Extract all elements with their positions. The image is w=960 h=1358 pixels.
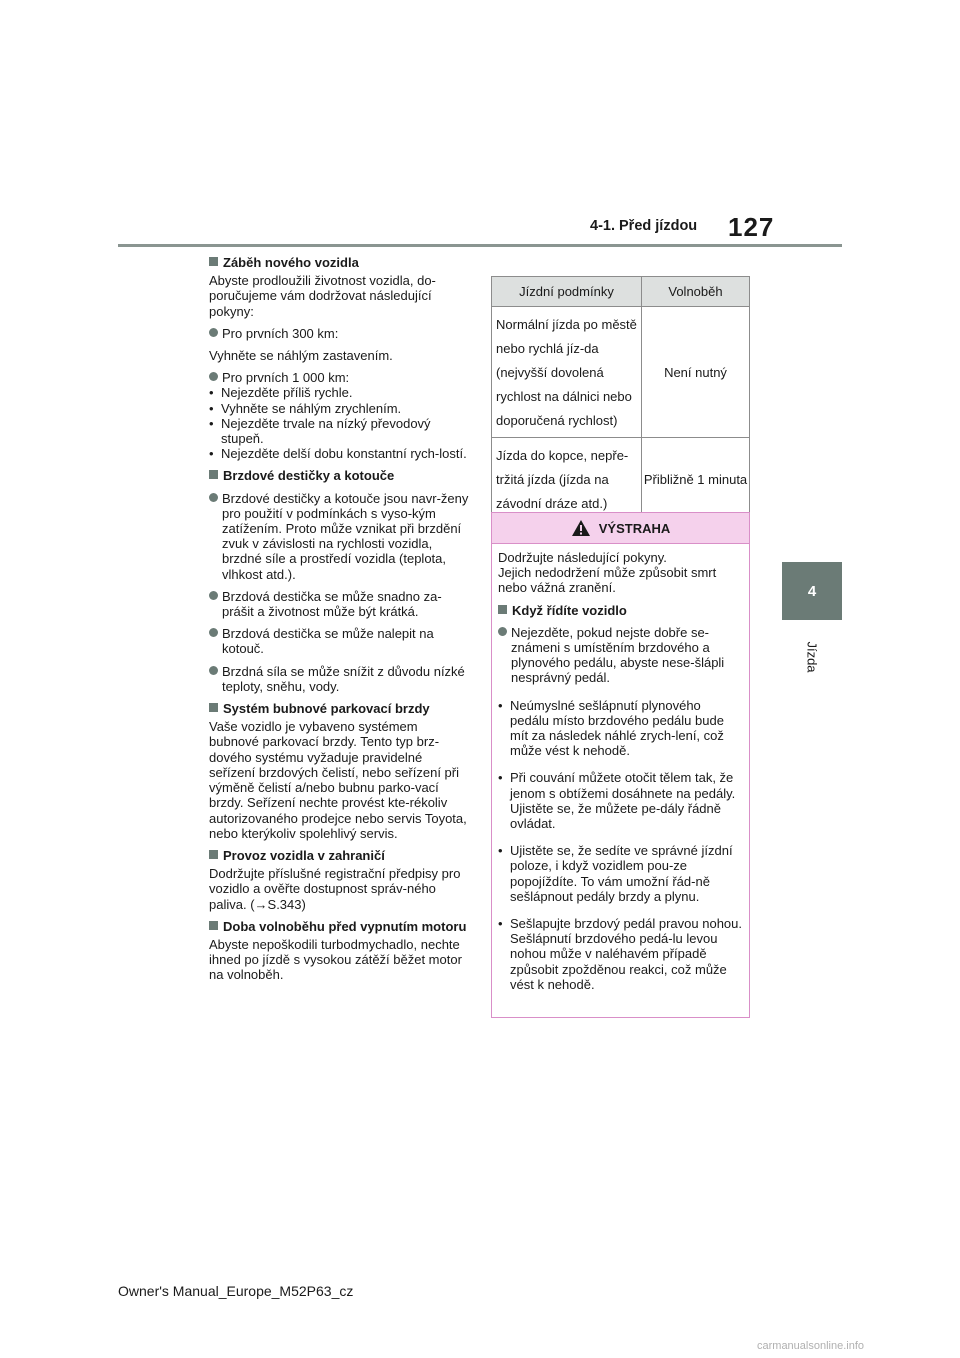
paragraph: Abyste prodloužili životnost vozidla, do-poručujeme vám dodržovat následující pokyny: — [209, 273, 436, 319]
sub-list-item: • Nejezděte trvale na nízký převodový stupeň. — [209, 415, 431, 447]
heading-abroad: Provoz vozidla v zahraničí — [209, 848, 471, 863]
list-item: Brzdová destička se může snadno za-prášit a životnost může být krátká. — [209, 589, 471, 619]
header-section-title: 4-1. Před jízdou — [590, 218, 698, 234]
sub-list-item: • Při couvání můžete otočit tělem tak, že jenom s obtížemi dosáhnete na pedály. Ujistěte se, že můžete pe-dály řádně ovládat. — [498, 770, 736, 832]
circle-bullet-icon — [209, 628, 218, 637]
chapter-label-text: Jízda — [804, 641, 820, 673]
square-bullet-icon — [498, 605, 507, 614]
square-bullet-icon — [209, 470, 218, 479]
list-item: Nejezděte, pokud nejste dobře se-známeni s umístěním brzdového a plynového pedálu, abyste nese-šlápli nesprávný pedál. — [498, 625, 743, 686]
circle-bullet-icon — [209, 372, 218, 381]
sub-list-item: • Vyhněte se náhlým zrychlením. — [209, 400, 402, 416]
header-rule — [118, 244, 842, 247]
square-bullet-icon — [209, 921, 218, 930]
chapter-tab: 4 — [782, 562, 842, 620]
heading-break-in: Záběh nového vozidla — [209, 255, 471, 270]
watermark: carmanualsonline.info — [757, 1340, 865, 1352]
footer-doc-id: Owner's Manual_Europe_M52P63_cz — [118, 1283, 354, 1299]
column-header: Jízdní podmínky — [492, 277, 642, 307]
square-bullet-icon — [209, 850, 218, 859]
paragraph: Dodržujte následující pokyny. — [498, 550, 667, 565]
list-item: Brzdová destička se může nalepit na kotouč. — [209, 626, 471, 656]
table-cell: Přibližně 1 minuta — [642, 438, 750, 521]
table-row — [492, 438, 750, 521]
table-cell: Jízda do kopce, nepře-tržitá jízda (jízda na závodní dráze atd.) — [492, 438, 642, 521]
warning-header — [492, 513, 749, 544]
sub-list-item: • Nejezděte delší dobu konstantní rych-lostí. — [209, 446, 467, 462]
sub-list-item: • Nejezděte příliš rychle. — [209, 385, 353, 401]
heading-idling: Doba volnoběhu před vypnutím motoru — [209, 919, 471, 934]
paragraph: Vaše vozidlo je vybaveno systémem bubnové parkovací brzdy. Tento typ brz-dového systému vyžaduje pravidelné seřízení brzdových čelistí, nebo seřízení při výměně čelistí a/nebo bubnu parko-vací brzdy. Seřízení nechte provést kte-rékoliv autorizovaného prodejce nebo servis Toyota, nebo kterýkoliv spolehlivý servis. — [209, 719, 467, 841]
square-bullet-icon — [209, 703, 218, 712]
table-cell: Normální jízda po městě nebo rychlá jíz-da (nejvyšší dovolená rychlost na dálnici nebo doporučená rychlost) — [492, 307, 642, 438]
paragraph: Abyste nepoškodili turbodmychadlo, nechte ihned po jízdě s vysokou zátěží běžet motor na volnoběh. — [209, 936, 462, 983]
list-item: Pro prvních 1 000 km: — [209, 370, 471, 385]
paragraph: Jejich nedodržení může způsobit smrt nebo vážná zranění. — [498, 565, 717, 596]
left-column — [209, 255, 471, 983]
circle-bullet-icon — [209, 493, 218, 502]
sub-list-item: • Neúmyslné sešlápnutí plynového pedálu místo brzdového pedálu bude mít za následek náhlé zrych-lení, což může vést k nehodě. — [498, 697, 724, 759]
list-item: Brzdové destičky a kotouče jsou navr-ženy pro použití v podmínkách s vyso-kým zatížením. Proto může vznikat při brzdění zvuk v závislosti na rychlosti vozidla, brzdné síle a prostředí vozidla (teplota, vlhkost atd.). — [209, 491, 471, 582]
square-bullet-icon — [209, 257, 218, 266]
heading-drum-brake: Systém bubnové parkovací brzdy — [209, 701, 471, 716]
paragraph: Dodržujte příslušné registrační předpisy pro vozidlo a ověřte dostupnost správ-ného paliva. (→S.343) — [209, 866, 461, 912]
list-item: Pro prvních 300 km: — [209, 326, 471, 341]
page-number: 127 — [728, 212, 775, 242]
heading-brake-pads: Brzdové destičky a kotouče — [209, 468, 471, 483]
circle-bullet-icon — [498, 627, 507, 636]
warning-box — [491, 512, 750, 1018]
warning-title: VÝSTRAHA — [598, 520, 671, 536]
table-row — [492, 307, 750, 438]
heading-driving: Když řídíte vozidlo — [498, 603, 743, 618]
circle-bullet-icon — [209, 666, 218, 675]
list-item: Brzdná síla se může snížit z důvodu nízké teploty, sněhu, vody. — [209, 664, 471, 694]
chapter-label — [797, 632, 827, 682]
circle-bullet-icon — [209, 591, 218, 600]
warning-body — [492, 544, 749, 992]
idling-table — [491, 276, 750, 521]
column-header: Volnoběh — [642, 277, 750, 307]
circle-bullet-icon — [209, 328, 218, 337]
sub-list-item: • Ujistěte se, že sedíte ve správné jízdní poloze, i když vozidlem pou-ze popojíždíte. To vám umožní řád-ně sešlápnout pedály brzdy a plynu. — [498, 843, 733, 904]
table-header-row — [492, 277, 750, 307]
table-cell: Není nutný — [642, 307, 750, 438]
sub-list-item: • Sešlapujte brzdový pedál pravou nohou. Sešlápnutí brzdového pedá-lu levou nohou může v naléhavém případě způsobit zpožděnou reakci, což může vést k nehodě. — [498, 916, 742, 992]
warning-triangle-icon — [571, 519, 591, 537]
paragraph: Vyhněte se náhlým zastavením. — [209, 348, 393, 364]
